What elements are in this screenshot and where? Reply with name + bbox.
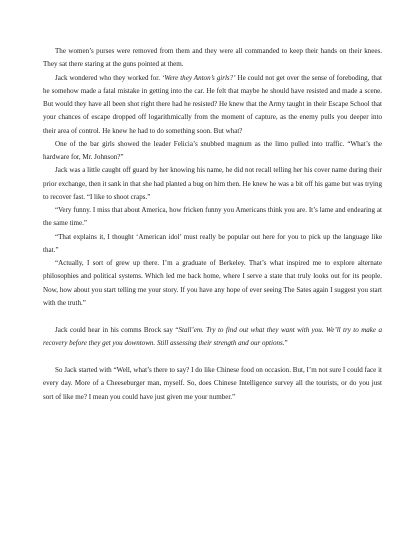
italic-text: Stall’em. Try to find out what they want with you. We’ll try to make a recovery before they get you downtown. Still assessing their strength and our options. [43,325,383,347]
paragraph-6: “That explains it, I thought ‘American idol’ must really be popular out here for you to pick up the language like that.” [43,232,382,254]
paragraph-8: Jack could hear in his comms Brock say “Stall’em. Try to find out what they want with you. We’ll try to make a recovery before they get you downtown. Still assessing their strength and our options.” [43,325,383,347]
paragraph-4: Jack was a little caught off guard by her knowing his name, he did not recall telling her his cover name during their prior exchange, then it sank in that she had planted a bug on him then. He knew he was a bit off his game but was trying to recover fast. “I like to shoot craps.” [43,166,382,201]
italic-text: ‘Were they Anton’s girls?’ [161,73,236,82]
paragraph-3: One of the bar girls showed the leader Felicia’s snubbed magnum as the limo pulled into traffic. “What’s the hardware for, Mr. Johnson?” [43,139,382,161]
section-gap [43,310,382,324]
paragraph-5: “Very funny. I miss that about America, how fricken funny you Americans think you are. It’s lame and endearing at the same time.” [43,206,382,228]
paragraph-9: So Jack started with “Well, what’s there to say? I do like Chinese food on occasion. But, I’m not sure I could face it every day. More of a Cheeseburger man, myself. So, does Chinese Intelligence survey all the tourists, or do you just sort of like me? I mean you could have just given me your number.” [43,366,382,401]
paragraph-7: “Actually, I sort of grew up there. I’m a graduate of Berkeley. That’s what inspired me to explore alternate philosophies and political systems. Which led me back home, where I serve a state that truly looks out for its people. Now, how about you start telling me your story. If you have any hope of ever seeing The Sates again I suggest you start with the truth.” [43,259,382,307]
paragraph-2: Jack wondered who they worked for. ‘Were they Anton’s girls?’ He could not get over the sense of foreboding, that he somehow made a fatal mistake in getting into the car. He felt that maybe he should have resisted and made a scene. But would they have all been shot right there had he resisted? He knew that the Army taught in their Escape School that your chances of escape dropped off logarithmically from the moment of capture, as the enemy pulls you deeper into their area of control. He knew he had to do something soon. But what? [43,73,382,135]
paragraph-1: The women’s purses were removed from them and they were all commanded to keep their hands on their knees. They sat there staring at the guns pointed at them. [43,47,382,69]
section-gap [43,350,382,364]
